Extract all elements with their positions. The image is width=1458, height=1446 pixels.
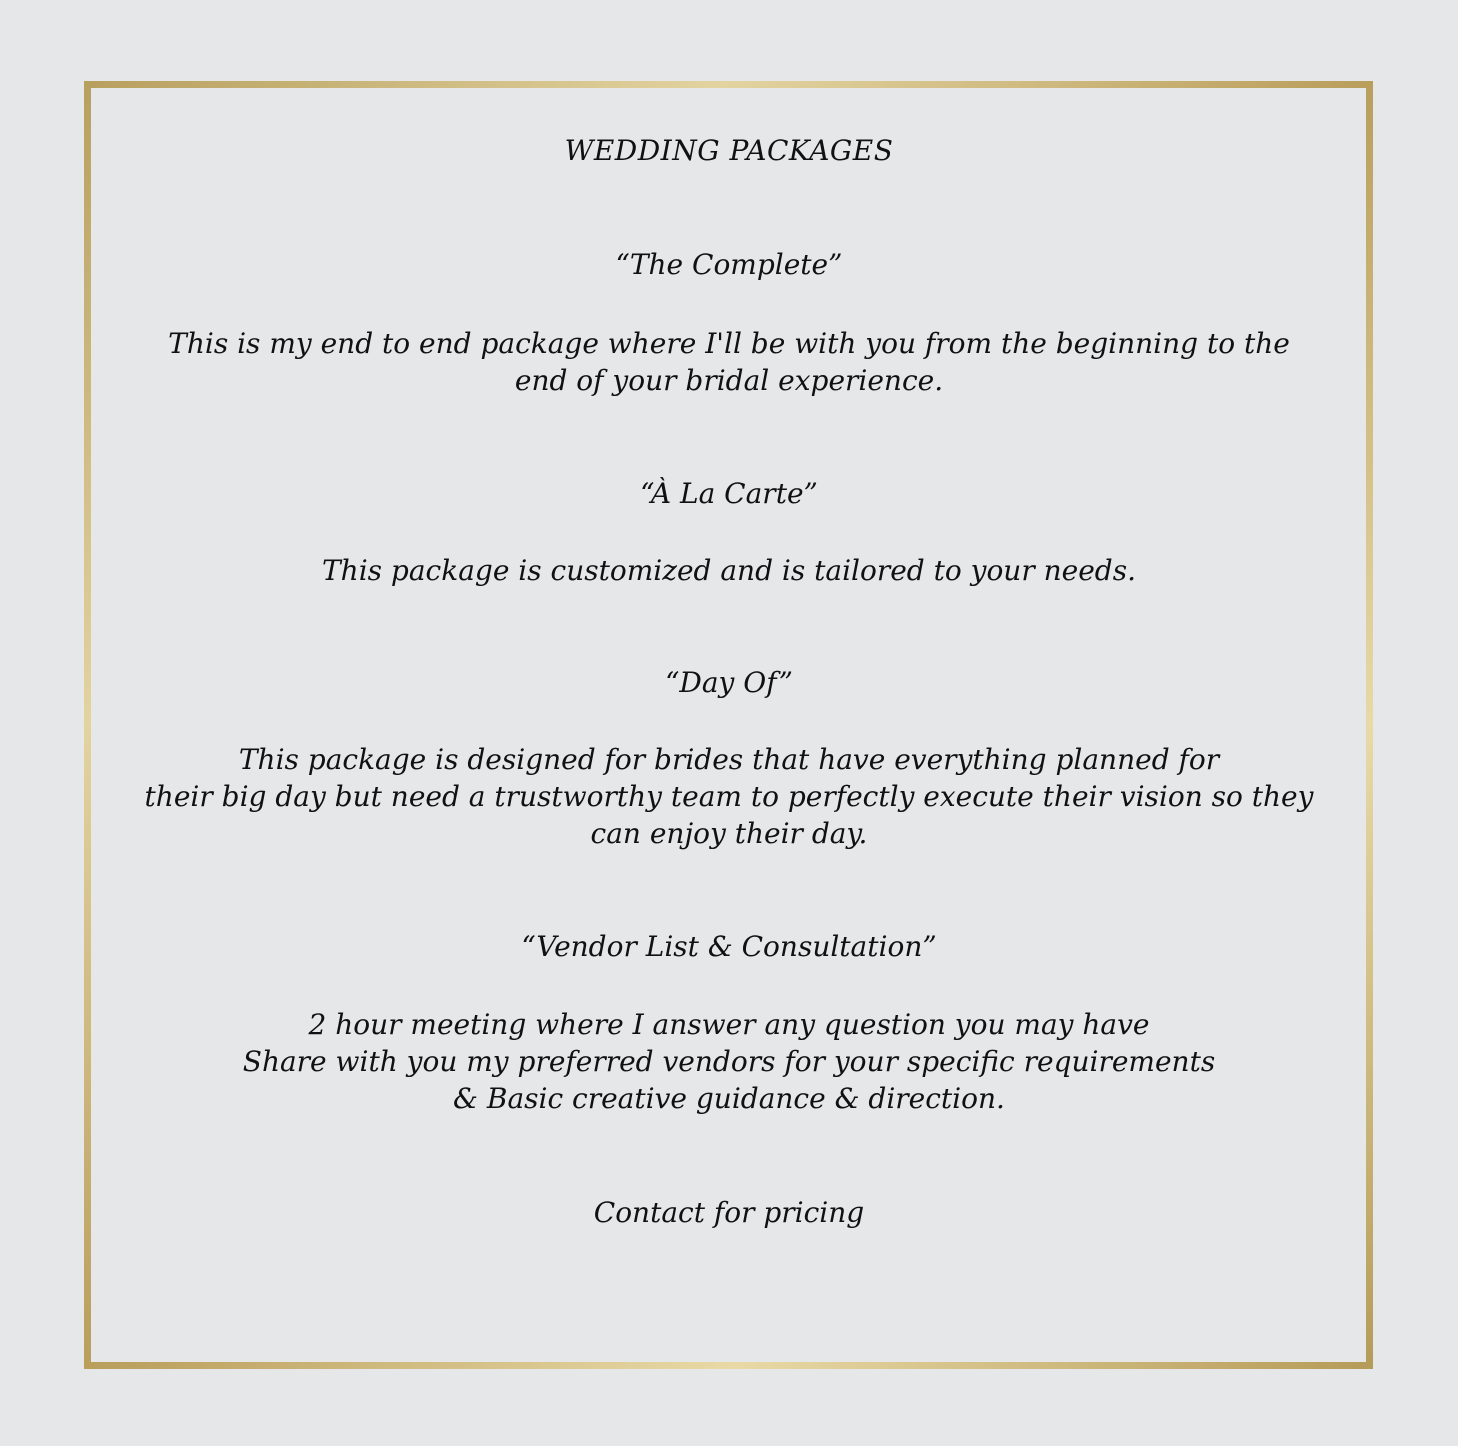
package-description-vendor-list-line2: Share with you my preferred vendors for your specific requirements: [242, 1045, 1216, 1078]
package-description-day-of-line2: their big day but need a trustworthy team to perfectly execute their vision so they: [144, 780, 1314, 813]
package-description-a-la-carte: This package is customized and is tailored to your needs.: [322, 554, 1136, 587]
package-name-a-la-carte: “À La Carte”: [640, 477, 818, 510]
page-title: WEDDING PACKAGES: [564, 134, 894, 167]
package-description-day-of-line1: This package is designed for brides that have everything planned for: [238, 743, 1220, 776]
package-description-complete-line1: This is my end to end package where I'll be with you from the beginning to the: [168, 327, 1290, 360]
package-description-vendor-list-line1: 2 hour meeting where I answer any question you may have: [308, 1008, 1150, 1041]
package-name-vendor-list: “Vendor List & Consultation”: [521, 930, 937, 963]
package-description-complete-line2: end of your bridal experience.: [514, 364, 944, 397]
contact-for-pricing: Contact for pricing: [593, 1196, 865, 1229]
package-name-complete: “The Complete”: [615, 248, 843, 281]
package-name-day-of: “Day Of”: [665, 666, 793, 699]
package-description-day-of-line3: can enjoy their day.: [590, 817, 868, 850]
package-description-vendor-list-line3: & Basic creative guidance & direction.: [453, 1082, 1005, 1115]
